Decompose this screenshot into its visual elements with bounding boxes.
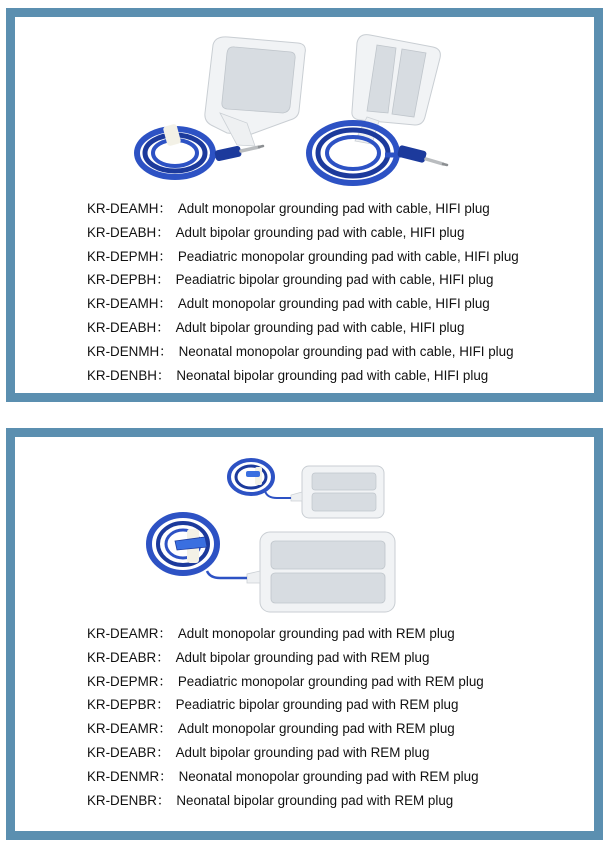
- rem-spec-list: [87, 622, 484, 812]
- product-description: Adult bipolar grounding pad with REM plug: [175, 649, 430, 665]
- monopolar-pad-with-hifi-plug: [137, 37, 305, 177]
- product-description: Adult monopolar grounding pad with REM plug: [177, 721, 455, 737]
- product-description: Neonatal bipolar grounding pad with REM plug: [176, 792, 454, 808]
- spec-row: [87, 622, 484, 646]
- bipolar-pad-with-hifi-plug: [309, 35, 447, 183]
- hifi-grounding-pads-photo: [15, 17, 594, 197]
- spec-row: [87, 316, 519, 340]
- product-description: Adult bipolar grounding pad with cable, HIFI plug: [175, 319, 465, 335]
- product-description: Adult monopolar grounding pad with cable, HIFI plug: [177, 296, 490, 312]
- spec-row: [87, 670, 484, 694]
- product-code: KR-DENBH：: [87, 367, 171, 383]
- product-description: Adult monopolar grounding pad with cable, HIFI plug: [177, 201, 490, 216]
- spec-row: [87, 765, 484, 789]
- spec-row: [87, 646, 484, 670]
- product-description: Peadiatric bipolar grounding pad with cable, HIFI plug: [175, 272, 494, 288]
- product-code: KR-DENMR：: [87, 768, 173, 784]
- spec-row: [87, 268, 519, 292]
- large-pad-with-rem-plug: [149, 515, 395, 612]
- rem-plug-panel: [6, 428, 603, 840]
- spec-row: [87, 221, 519, 245]
- spec-row: [87, 364, 519, 388]
- rem-grounding-pads-photo: [15, 437, 594, 622]
- product-code: KR-DEABH：: [87, 319, 170, 335]
- product-code: KR-DEPBR：: [87, 697, 170, 713]
- spec-row: [87, 693, 484, 717]
- product-code: KR-DEABR：: [87, 649, 170, 665]
- spec-row: [87, 789, 484, 813]
- product-description: Neonatal monopolar grounding pad with REM plug: [178, 768, 479, 784]
- hifi-spec-list: [87, 197, 519, 387]
- product-code: KR-DEAMH：: [87, 201, 172, 216]
- product-description: Adult monopolar grounding pad with REM plug: [177, 626, 455, 641]
- product-description: Neonatal bipolar grounding pad with cable, HIFI plug: [176, 367, 489, 383]
- spec-row: [87, 292, 519, 316]
- product-description: Adult bipolar grounding pad with cable, HIFI plug: [175, 224, 465, 240]
- spec-row: [87, 340, 519, 364]
- product-code: KR-DEPMH：: [87, 248, 172, 264]
- hifi-plug-panel: [6, 8, 603, 402]
- product-code: KR-DEAMH：: [87, 296, 172, 312]
- product-code: KR-DEPMR：: [87, 673, 172, 689]
- spec-row: [87, 197, 519, 221]
- product-code: KR-DEPBH：: [87, 272, 170, 288]
- spec-row: [87, 717, 484, 741]
- product-code: KR-DENMH：: [87, 343, 173, 359]
- product-code: KR-DENBR：: [87, 792, 171, 808]
- small-pad-with-rem-plug: [229, 460, 384, 518]
- product-description: Neonatal monopolar grounding pad with cable, HIFI plug: [178, 343, 514, 359]
- product-code: KR-DEABH：: [87, 224, 170, 240]
- product-description: Peadiatric monopolar grounding pad with cable, HIFI plug: [177, 248, 519, 264]
- product-code: KR-DEAMR：: [87, 721, 172, 737]
- product-description: Adult bipolar grounding pad with REM plug: [175, 744, 430, 760]
- product-description: Peadiatric bipolar grounding pad with REM plug: [175, 697, 459, 713]
- spec-row: [87, 245, 519, 269]
- product-code: KR-DEAMR：: [87, 626, 172, 641]
- product-code: KR-DEABR：: [87, 744, 170, 760]
- product-description: Peadiatric monopolar grounding pad with REM plug: [177, 673, 484, 689]
- spec-row: [87, 741, 484, 765]
